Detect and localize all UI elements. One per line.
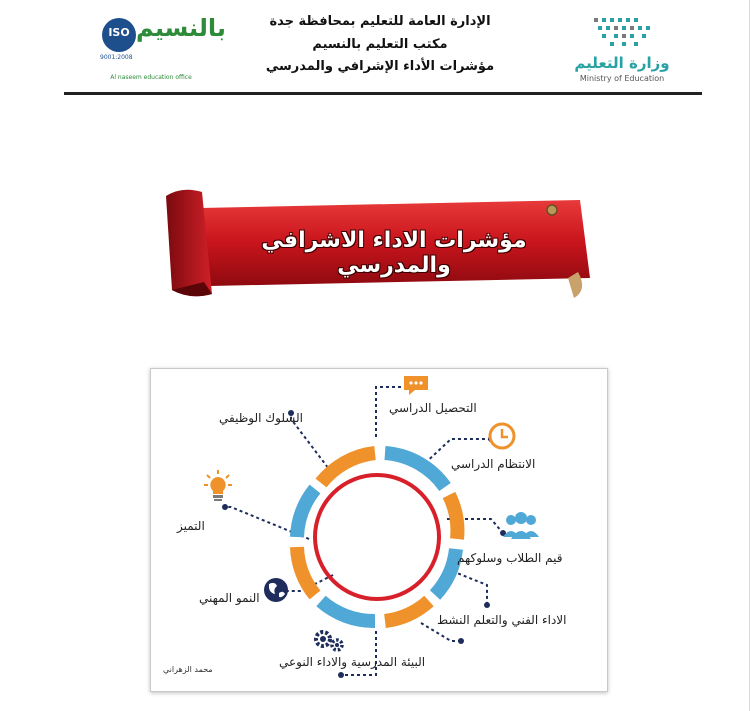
naseem-logo-script: بالنسيم: [136, 14, 226, 42]
header-line-directorate: الإدارة العامة للتعليم بمحافظة جدة: [269, 14, 491, 29]
author-signature: محمد الزهراني: [163, 665, 213, 674]
naseem-logo-english: Al naseem education office: [110, 74, 192, 81]
naseem-office-logo: [96, 10, 226, 85]
label-attendance: الانتظام الدراسي: [451, 457, 536, 471]
label-excellence: التميز: [177, 519, 205, 533]
header-line-office: مكتب التعليم بالنسيم: [312, 37, 448, 52]
ministry-name-arabic: وزارة التعليم: [574, 54, 670, 72]
iso-badge: ISO: [102, 18, 136, 52]
people-group-icon: [501, 511, 541, 541]
label-job-conduct: السلوك الوظيفي: [219, 411, 304, 425]
clock-icon: [487, 421, 517, 451]
gears-icon: [311, 625, 347, 655]
globe-icon: [261, 575, 291, 605]
label-school-environment: البيئة المدرسية والاداء النوعي: [279, 655, 426, 669]
header-divider: [64, 92, 702, 95]
label-achievement: التحصيل الدراسي: [389, 401, 477, 415]
ministry-dots-icon: [558, 16, 686, 52]
indicators-diagram: [150, 368, 608, 692]
label-technical-performance: الاداء الفني والتعلم النشط: [437, 613, 567, 627]
label-student-values: قيم الطلاب وسلوكهم: [457, 551, 563, 565]
light-bulb-icon: [203, 469, 233, 503]
label-professional-growth: النمو المهني: [199, 591, 260, 605]
banner-title: مؤشرات الاداء الاشرافي والمدرسي: [261, 228, 527, 278]
ministry-logo: [558, 16, 686, 86]
document-header: [0, 0, 750, 100]
iso-number: 9001:2008: [100, 54, 133, 61]
ministry-name-english: Ministry of Education: [579, 74, 665, 83]
speech-bubble-icon: [401, 373, 431, 397]
header-line-subject: مؤشرات الأداء الإشرافي والمدرسي: [265, 59, 495, 74]
